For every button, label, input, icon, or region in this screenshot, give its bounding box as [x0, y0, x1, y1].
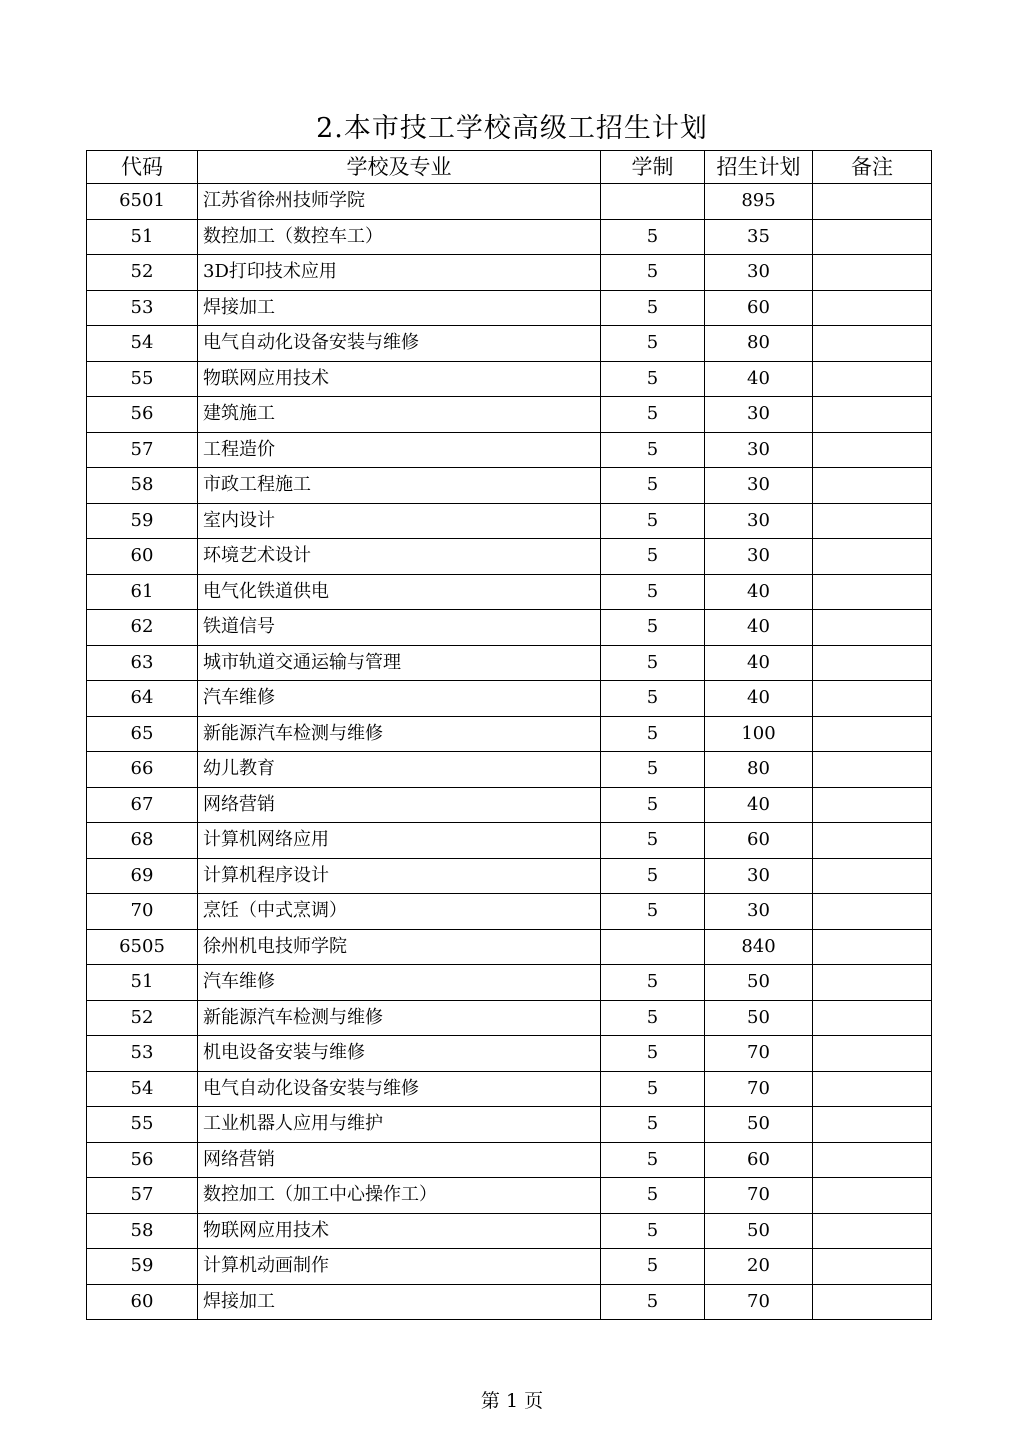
header-years: 学制 [601, 151, 705, 184]
plan-cell: 50 [705, 1107, 813, 1143]
plan-cell: 895 [705, 184, 813, 220]
table-row [87, 290, 932, 326]
school-major-cell: 数控加工（数控车工） [198, 219, 601, 255]
note-cell [813, 1107, 932, 1143]
code-cell: 51 [87, 965, 198, 1001]
note-cell [813, 1142, 932, 1178]
table-row [87, 255, 932, 291]
note-cell [813, 610, 932, 646]
years-cell: 5 [601, 397, 705, 433]
school-major-cell: 汽车维修 [198, 965, 601, 1001]
code-cell: 53 [87, 290, 198, 326]
school-major-cell: 网络营销 [198, 1142, 601, 1178]
note-cell [813, 894, 932, 930]
code-cell: 70 [87, 894, 198, 930]
note-cell [813, 255, 932, 291]
note-cell [813, 1071, 932, 1107]
plan-cell: 60 [705, 1142, 813, 1178]
years-cell: 5 [601, 1142, 705, 1178]
years-cell: 5 [601, 503, 705, 539]
code-cell: 64 [87, 681, 198, 717]
table-row [87, 539, 932, 575]
school-major-cell: 江苏省徐州技师学院 [198, 184, 601, 220]
note-cell [813, 468, 932, 504]
table-row [87, 610, 932, 646]
school-major-cell: 新能源汽车检测与维修 [198, 1000, 601, 1036]
table-row [87, 787, 932, 823]
years-cell: 5 [601, 1284, 705, 1320]
years-cell [601, 184, 705, 220]
note-cell [813, 1178, 932, 1214]
note-cell [813, 787, 932, 823]
plan-cell: 100 [705, 716, 813, 752]
table-row [87, 1284, 932, 1320]
plan-cell: 50 [705, 965, 813, 1001]
school-major-cell: 3D打印技术应用 [198, 255, 601, 291]
note-cell [813, 397, 932, 433]
plan-cell: 30 [705, 539, 813, 575]
years-cell: 5 [601, 1178, 705, 1214]
header-code: 代码 [87, 151, 198, 184]
years-cell [601, 929, 705, 965]
plan-cell: 40 [705, 681, 813, 717]
table-row [87, 219, 932, 255]
code-cell: 59 [87, 1249, 198, 1285]
note-cell [813, 965, 932, 1001]
years-cell: 5 [601, 255, 705, 291]
table-row [87, 1178, 932, 1214]
note-cell [813, 681, 932, 717]
page-number: 第 1 页 [480, 1390, 544, 1412]
table-row [87, 361, 932, 397]
years-cell: 5 [601, 858, 705, 894]
plan-cell: 50 [705, 1000, 813, 1036]
header-note: 备注 [813, 151, 932, 184]
years-cell: 5 [601, 1000, 705, 1036]
school-major-cell: 烹饪（中式烹调） [198, 894, 601, 930]
code-cell: 59 [87, 503, 198, 539]
table-row [87, 752, 932, 788]
note-cell [813, 645, 932, 681]
note-cell [813, 1284, 932, 1320]
plan-cell: 35 [705, 219, 813, 255]
code-cell: 69 [87, 858, 198, 894]
code-cell: 68 [87, 823, 198, 859]
plan-cell: 70 [705, 1284, 813, 1320]
table-body [87, 184, 932, 1320]
plan-cell: 80 [705, 752, 813, 788]
years-cell: 5 [601, 610, 705, 646]
school-major-cell: 数控加工（加工中心操作工） [198, 1178, 601, 1214]
code-cell: 56 [87, 1142, 198, 1178]
years-cell: 5 [601, 432, 705, 468]
years-cell: 5 [601, 894, 705, 930]
code-cell: 57 [87, 1178, 198, 1214]
code-cell: 52 [87, 255, 198, 291]
code-cell: 60 [87, 539, 198, 575]
note-cell [813, 184, 932, 220]
note-cell [813, 929, 932, 965]
table-row [87, 965, 932, 1001]
years-cell: 5 [601, 219, 705, 255]
school-major-cell: 建筑施工 [198, 397, 601, 433]
school-major-cell: 城市轨道交通运输与管理 [198, 645, 601, 681]
school-major-cell: 机电设备安装与维修 [198, 1036, 601, 1072]
table-row [87, 432, 932, 468]
code-cell: 55 [87, 361, 198, 397]
table-row [87, 1213, 932, 1249]
code-cell: 63 [87, 645, 198, 681]
table-row [87, 858, 932, 894]
years-cell: 5 [601, 574, 705, 610]
years-cell: 5 [601, 1071, 705, 1107]
code-cell: 54 [87, 1071, 198, 1107]
code-cell: 67 [87, 787, 198, 823]
note-cell [813, 290, 932, 326]
table-header-row [87, 151, 932, 184]
plan-cell: 30 [705, 894, 813, 930]
plan-cell: 70 [705, 1036, 813, 1072]
code-cell: 51 [87, 219, 198, 255]
school-major-cell: 电气自动化设备安装与维修 [198, 326, 601, 362]
school-major-cell: 铁道信号 [198, 610, 601, 646]
code-cell: 58 [87, 1213, 198, 1249]
table-row [87, 645, 932, 681]
years-cell: 5 [601, 1036, 705, 1072]
table-row [87, 326, 932, 362]
plan-cell: 40 [705, 645, 813, 681]
code-cell: 57 [87, 432, 198, 468]
note-cell [813, 432, 932, 468]
plan-cell: 40 [705, 787, 813, 823]
plan-cell: 30 [705, 432, 813, 468]
code-cell: 53 [87, 1036, 198, 1072]
plan-cell: 30 [705, 397, 813, 433]
table-row [87, 929, 932, 965]
school-major-cell: 焊接加工 [198, 1284, 601, 1320]
years-cell: 5 [601, 681, 705, 717]
table-row [87, 894, 932, 930]
note-cell [813, 539, 932, 575]
code-cell: 56 [87, 397, 198, 433]
table-row [87, 184, 932, 220]
plan-cell: 30 [705, 858, 813, 894]
code-cell: 65 [87, 716, 198, 752]
school-major-cell: 环境艺术设计 [198, 539, 601, 575]
plan-cell: 50 [705, 1213, 813, 1249]
plan-cell: 20 [705, 1249, 813, 1285]
note-cell [813, 326, 932, 362]
years-cell: 5 [601, 290, 705, 326]
plan-cell: 30 [705, 503, 813, 539]
plan-cell: 70 [705, 1178, 813, 1214]
note-cell [813, 858, 932, 894]
school-major-cell: 物联网应用技术 [198, 361, 601, 397]
years-cell: 5 [601, 965, 705, 1001]
table-row [87, 823, 932, 859]
school-major-cell: 幼儿教育 [198, 752, 601, 788]
plan-cell: 80 [705, 326, 813, 362]
years-cell: 5 [601, 539, 705, 575]
school-major-cell: 物联网应用技术 [198, 1213, 601, 1249]
school-major-cell: 工程造价 [198, 432, 601, 468]
years-cell: 5 [601, 1213, 705, 1249]
note-cell [813, 361, 932, 397]
school-major-cell: 焊接加工 [198, 290, 601, 326]
table-row [87, 503, 932, 539]
code-cell: 55 [87, 1107, 198, 1143]
code-cell: 6505 [87, 929, 198, 965]
school-major-cell: 电气化铁道供电 [198, 574, 601, 610]
code-cell: 66 [87, 752, 198, 788]
table-row [87, 716, 932, 752]
plan-cell: 60 [705, 290, 813, 326]
header-school-major: 学校及专业 [198, 151, 601, 184]
school-major-cell: 计算机程序设计 [198, 858, 601, 894]
table-row [87, 468, 932, 504]
plan-cell: 40 [705, 610, 813, 646]
table-row [87, 1142, 932, 1178]
years-cell: 5 [601, 468, 705, 504]
school-major-cell: 室内设计 [198, 503, 601, 539]
note-cell [813, 503, 932, 539]
years-cell: 5 [601, 361, 705, 397]
plan-cell: 30 [705, 468, 813, 504]
school-major-cell: 网络营销 [198, 787, 601, 823]
plan-cell: 30 [705, 255, 813, 291]
years-cell: 5 [601, 716, 705, 752]
table-row [87, 1249, 932, 1285]
years-cell: 5 [601, 787, 705, 823]
note-cell [813, 752, 932, 788]
page-title: 2.本市技工学校高级工招生计划 [316, 113, 708, 144]
table-row [87, 397, 932, 433]
note-cell [813, 1000, 932, 1036]
note-cell [813, 716, 932, 752]
code-cell: 58 [87, 468, 198, 504]
table-row [87, 574, 932, 610]
plan-cell: 60 [705, 823, 813, 859]
years-cell: 5 [601, 1249, 705, 1285]
plan-cell: 40 [705, 361, 813, 397]
plan-cell: 840 [705, 929, 813, 965]
years-cell: 5 [601, 326, 705, 362]
school-major-cell: 新能源汽车检测与维修 [198, 716, 601, 752]
school-major-cell: 汽车维修 [198, 681, 601, 717]
years-cell: 5 [601, 1107, 705, 1143]
table-row [87, 681, 932, 717]
years-cell: 5 [601, 823, 705, 859]
note-cell [813, 219, 932, 255]
code-cell: 6501 [87, 184, 198, 220]
code-cell: 54 [87, 326, 198, 362]
table-row [87, 1036, 932, 1072]
school-major-cell: 计算机网络应用 [198, 823, 601, 859]
table-row [87, 1107, 932, 1143]
table-row [87, 1000, 932, 1036]
note-cell [813, 1213, 932, 1249]
code-cell: 60 [87, 1284, 198, 1320]
school-major-cell: 工业机器人应用与维护 [198, 1107, 601, 1143]
school-major-cell: 计算机动画制作 [198, 1249, 601, 1285]
years-cell: 5 [601, 752, 705, 788]
plan-cell: 40 [705, 574, 813, 610]
note-cell [813, 574, 932, 610]
school-major-cell: 徐州机电技师学院 [198, 929, 601, 965]
code-cell: 61 [87, 574, 198, 610]
note-cell [813, 1036, 932, 1072]
note-cell [813, 1249, 932, 1285]
table-row [87, 1071, 932, 1107]
school-major-cell: 电气自动化设备安装与维修 [198, 1071, 601, 1107]
header-plan: 招生计划 [705, 151, 813, 184]
school-major-cell: 市政工程施工 [198, 468, 601, 504]
enrollment-plan-table [86, 150, 932, 1320]
years-cell: 5 [601, 645, 705, 681]
code-cell: 52 [87, 1000, 198, 1036]
note-cell [813, 823, 932, 859]
code-cell: 62 [87, 610, 198, 646]
plan-cell: 70 [705, 1071, 813, 1107]
